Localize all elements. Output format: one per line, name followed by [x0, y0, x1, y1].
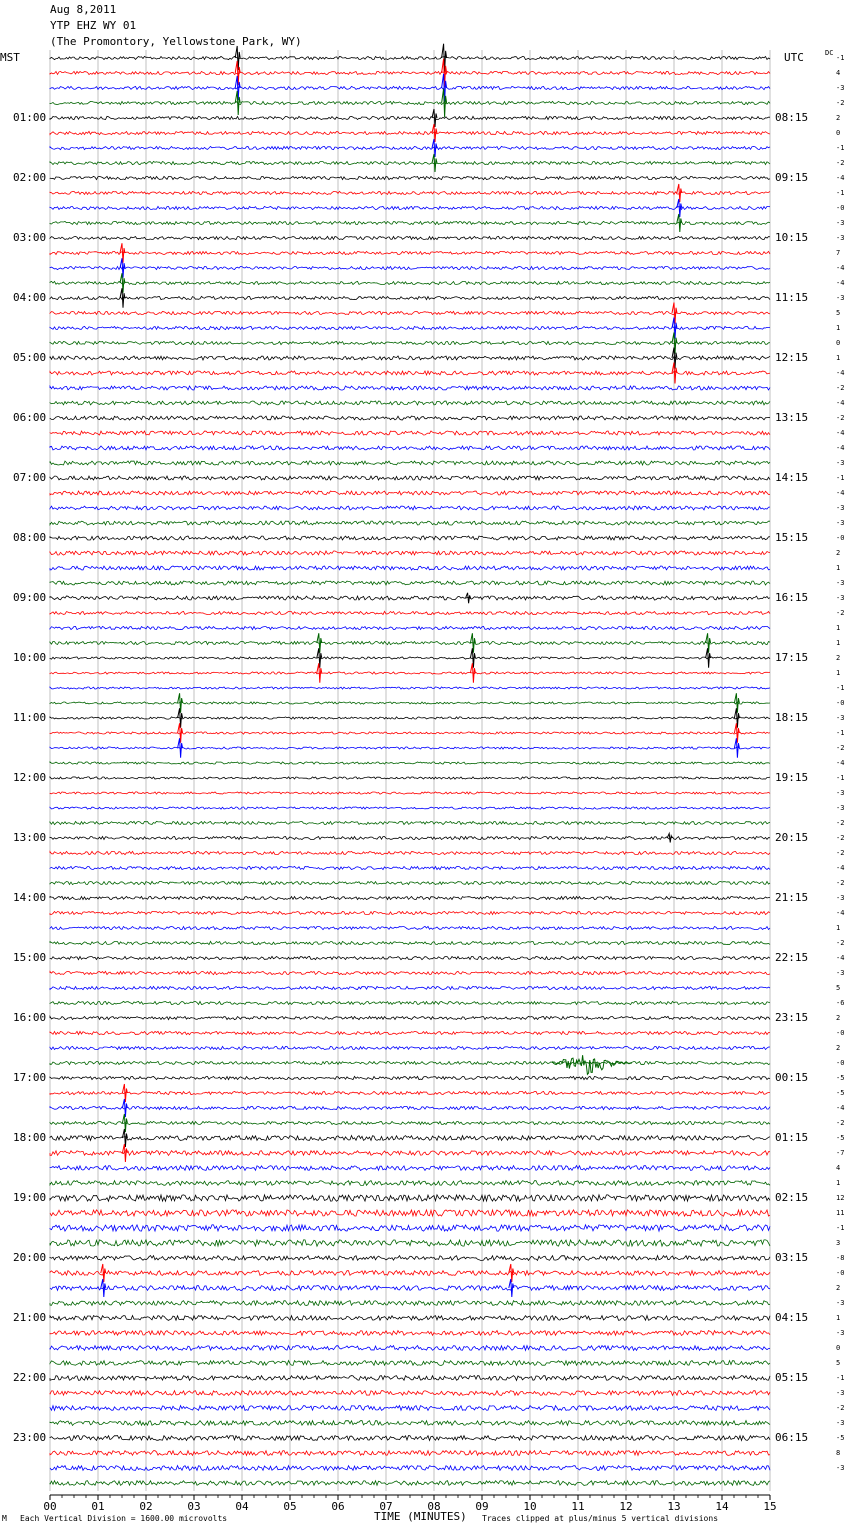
- trace-row-83: [50, 1301, 770, 1306]
- trace-row-48: [50, 777, 770, 779]
- seismic-event-row-3-0: [235, 91, 240, 115]
- trace-row-8: [50, 176, 770, 179]
- dc-offset-value: 5: [836, 1359, 841, 1367]
- right-hour-label: 06:15: [775, 1431, 809, 1444]
- trace-row-52: [50, 836, 770, 839]
- dc-offset-value: -0: [836, 534, 845, 542]
- dc-offset-value: -4: [836, 174, 845, 182]
- dc-offset-value: -3: [836, 294, 845, 302]
- dc-offset-value: 1: [836, 669, 841, 677]
- trace-row-28: [50, 476, 770, 480]
- trace-row-4: [50, 116, 770, 119]
- dc-offset-value: -3: [836, 219, 845, 227]
- dc-offset-value: -4: [836, 489, 845, 497]
- trace-row-51: [50, 821, 770, 824]
- left-hour-label: 06:00: [13, 411, 47, 424]
- trace-row-9: [50, 191, 770, 194]
- left-hour-label: 13:00: [13, 831, 47, 844]
- trace-row-25: [50, 431, 770, 435]
- right-hour-label: 02:15: [775, 1191, 809, 1204]
- trace-row-93: [50, 1451, 770, 1456]
- trace-row-44: [50, 717, 770, 719]
- trace-row-3: [50, 101, 770, 104]
- trace-row-42: [50, 687, 770, 689]
- dc-offset-value: 12: [836, 1194, 845, 1202]
- trace-row-33: [50, 551, 770, 555]
- trace-row-13: [50, 251, 770, 254]
- left-hour-label: 07:00: [13, 471, 47, 484]
- dc-offset-value: -4: [836, 1104, 845, 1112]
- trace-row-18: [50, 326, 770, 329]
- dc-offset-value: -4: [836, 759, 845, 767]
- right-hour-label: 11:15: [775, 291, 809, 304]
- trace-row-21: [50, 371, 770, 375]
- dc-offset-value: -3: [836, 969, 845, 977]
- dc-offset-value: 1: [836, 924, 841, 932]
- dc-offset-value: -5: [836, 1134, 845, 1142]
- trace-row-26: [50, 446, 770, 450]
- dc-offset-value: -1: [836, 1374, 845, 1382]
- trace-row-32: [50, 536, 770, 540]
- vertical-scale-note: Each Vertical Division = 1600.00 microvolts: [20, 1514, 228, 1523]
- dc-offset-value: 7: [836, 249, 841, 257]
- dc-offset-value: 1: [836, 639, 841, 647]
- trace-row-43: [50, 702, 770, 704]
- trace-row-57: [50, 911, 770, 914]
- x-tick-label: 03: [187, 1500, 201, 1513]
- left-hour-label: 04:00: [13, 291, 47, 304]
- x-tick-label: 06: [331, 1500, 345, 1513]
- dc-offset-value: 2: [836, 549, 841, 557]
- left-timezone-label: MST: [0, 51, 20, 64]
- trace-row-54: [50, 866, 770, 869]
- left-hour-label: 02:00: [13, 171, 47, 184]
- dc-offset-value: -1: [836, 144, 845, 152]
- x-tick-label: 11: [571, 1500, 585, 1513]
- dc-offset-value: 8: [836, 1449, 841, 1457]
- x-tick-label: 02: [139, 1500, 153, 1513]
- trace-row-70: [50, 1106, 770, 1109]
- trace-row-80: [50, 1256, 770, 1261]
- trace-row-66: [50, 1046, 770, 1049]
- right-hour-label: 01:15: [775, 1131, 809, 1144]
- dc-offset-value: -2: [836, 834, 845, 842]
- dc-offset-value: -2: [836, 1119, 845, 1127]
- left-hour-label: 09:00: [13, 591, 47, 604]
- x-axis-title: TIME (MINUTES): [374, 1510, 467, 1523]
- x-tick-label: 13: [667, 1500, 681, 1513]
- dc-offset-value: -0: [836, 1029, 845, 1037]
- dc-offset-value: -4: [836, 264, 845, 272]
- dc-offset-value: 2: [836, 1284, 841, 1292]
- trace-row-65: [50, 1031, 770, 1034]
- trace-row-10: [50, 206, 770, 209]
- dc-offset-value: -3: [836, 519, 845, 527]
- dc-offset-value: -3: [836, 1464, 845, 1472]
- trace-row-86: [50, 1346, 770, 1351]
- dc-offset-value: 0: [836, 339, 841, 347]
- left-hour-label: 22:00: [13, 1371, 47, 1384]
- dc-offset-value: -0: [836, 699, 845, 707]
- trace-row-11: [50, 221, 770, 224]
- left-hour-label: 23:00: [13, 1431, 47, 1444]
- right-hour-label: 00:15: [775, 1071, 809, 1084]
- x-tick-label: 00: [43, 1500, 57, 1513]
- trace-row-31: [50, 521, 770, 525]
- trace-row-92: [50, 1436, 770, 1441]
- trace-row-87: [50, 1361, 770, 1366]
- station-location: (The Promontory, Yellowstone Park, WY): [50, 35, 302, 48]
- trace-row-58: [50, 926, 770, 929]
- trace-row-23: [50, 401, 770, 405]
- trace-row-5: [50, 131, 770, 134]
- dc-offset-value: -3: [836, 1419, 845, 1427]
- left-hour-label: 16:00: [13, 1011, 47, 1024]
- dc-offset-value: -7: [836, 1149, 845, 1157]
- trace-row-71: [50, 1121, 770, 1124]
- trace-row-61: [50, 971, 770, 974]
- trace-row-47: [50, 762, 770, 764]
- dc-offset-value: -3: [836, 84, 845, 92]
- trace-row-12: [50, 236, 770, 239]
- dc-offset-value: -3: [836, 579, 845, 587]
- dc-offset-value: -3: [836, 459, 845, 467]
- right-hour-label: 22:15: [775, 951, 809, 964]
- trace-row-82: [50, 1286, 770, 1291]
- dc-offset-value: -3: [836, 714, 845, 722]
- trace-row-91: [50, 1421, 770, 1426]
- station-code: YTP EHZ WY 01: [50, 19, 137, 32]
- dc-offset-value: -3: [836, 894, 845, 902]
- trace-row-38: [50, 626, 770, 629]
- left-hour-label: 05:00: [13, 351, 47, 364]
- dc-offset-value: -3: [836, 1329, 845, 1337]
- right-hour-label: 10:15: [775, 231, 809, 244]
- trace-row-40: [50, 657, 770, 659]
- trace-row-74: [50, 1166, 770, 1171]
- trace-row-1: [50, 71, 770, 74]
- dc-offset-value: 11: [836, 1209, 845, 1217]
- dc-offset-value: -3: [836, 1389, 845, 1397]
- dc-offset-value: -2: [836, 384, 845, 392]
- dc-offset-value: 2: [836, 114, 841, 122]
- dc-offset-value: -8: [836, 1254, 845, 1262]
- trace-row-16: [50, 296, 770, 299]
- trace-row-6: [50, 146, 770, 149]
- dc-offset-value: -4: [836, 909, 845, 917]
- left-hour-label: 18:00: [13, 1131, 47, 1144]
- trace-row-56: [50, 896, 770, 899]
- trace-row-39: [50, 641, 770, 644]
- trace-row-50: [50, 807, 770, 809]
- seismogram-traces: [50, 44, 770, 1486]
- trace-row-67: [50, 1061, 770, 1064]
- dc-offset-value: -0: [836, 1269, 845, 1277]
- right-hour-label: 05:15: [775, 1371, 809, 1384]
- dc-offset-value: 0: [836, 129, 841, 137]
- dc-offset-value: 4: [836, 69, 841, 77]
- x-tick-label: 12: [619, 1500, 633, 1513]
- trace-row-17: [50, 311, 770, 314]
- dc-offset-value: -4: [836, 399, 845, 407]
- trace-row-55: [50, 881, 770, 884]
- x-tick-label: 08: [427, 1500, 441, 1513]
- trace-row-90: [50, 1406, 770, 1411]
- dc-offset-value: -4: [836, 279, 845, 287]
- right-hour-label: 21:15: [775, 891, 809, 904]
- dc-offset-header: DC: [825, 49, 834, 57]
- trace-row-73: [50, 1151, 770, 1156]
- dc-offset-value: -2: [836, 1404, 845, 1412]
- dc-offset-value: -2: [836, 99, 845, 107]
- dc-offset-value: -0: [836, 204, 845, 212]
- dc-offset-value: -1: [836, 1224, 845, 1232]
- trace-row-37: [50, 611, 770, 614]
- x-tick-label: 09: [475, 1500, 489, 1513]
- trace-row-19: [50, 341, 770, 344]
- trace-row-94: [50, 1466, 770, 1471]
- dc-offset-value: -4: [836, 444, 845, 452]
- left-hour-label: 11:00: [13, 711, 47, 724]
- dc-offset-value: -1: [836, 474, 845, 482]
- dc-offset-value: -1: [836, 189, 845, 197]
- trace-row-72: [50, 1136, 770, 1141]
- clipping-note: Traces clipped at plus/minus 5 vertical divisions: [482, 1514, 719, 1523]
- dc-offset-value: -6: [836, 999, 845, 1007]
- dc-offset-value: -5: [836, 1434, 845, 1442]
- trace-row-60: [50, 956, 770, 959]
- dc-offset-value: -5: [836, 1074, 845, 1082]
- trace-row-59: [50, 941, 770, 944]
- trace-row-34: [50, 566, 770, 570]
- trace-row-81: [50, 1271, 770, 1276]
- dc-offset-value: -4: [836, 369, 845, 377]
- right-hour-label: 13:15: [775, 411, 809, 424]
- dc-offset-value: -4: [836, 429, 845, 437]
- trace-row-22: [50, 386, 770, 390]
- trace-row-14: [50, 266, 770, 269]
- dc-offset-value: -2: [836, 159, 845, 167]
- dc-offset-value: -3: [836, 1299, 845, 1307]
- left-hour-label: 01:00: [13, 111, 47, 124]
- right-hour-label: 20:15: [775, 831, 809, 844]
- dc-offset-value: -1: [836, 729, 845, 737]
- dc-offset-value: 1: [836, 354, 841, 362]
- right-hour-label: 16:15: [775, 591, 809, 604]
- trace-row-69: [50, 1091, 770, 1094]
- trace-row-64: [50, 1016, 770, 1019]
- left-hour-label: 17:00: [13, 1071, 47, 1084]
- corner-mark: M: [2, 1514, 7, 1523]
- dc-offset-value: 2: [836, 1014, 841, 1022]
- trace-row-35: [50, 581, 770, 585]
- trace-row-75: [50, 1181, 770, 1186]
- trace-row-41: [50, 672, 770, 674]
- x-tick-label: 07: [379, 1500, 393, 1513]
- dc-offset-value: 2: [836, 1044, 841, 1052]
- trace-row-29: [50, 491, 770, 495]
- left-hour-label: 21:00: [13, 1311, 47, 1324]
- dc-offset-value: 1: [836, 1314, 841, 1322]
- dc-offset-value: -2: [836, 879, 845, 887]
- right-hour-label: 03:15: [775, 1251, 809, 1264]
- left-hour-label: 12:00: [13, 771, 47, 784]
- dc-offset-value: 1: [836, 624, 841, 632]
- dc-offset-value: 5: [836, 309, 841, 317]
- right-hour-label: 12:15: [775, 351, 809, 364]
- dc-offset-value: 1: [836, 324, 841, 332]
- dc-offset-value: -1: [836, 54, 845, 62]
- trace-row-7: [50, 161, 770, 164]
- right-hour-label: 09:15: [775, 171, 809, 184]
- right-hour-label: 08:15: [775, 111, 809, 124]
- dc-offset-value: -2: [836, 819, 845, 827]
- dc-offset-value: 5: [836, 984, 841, 992]
- trace-row-2: [50, 86, 770, 89]
- trace-row-24: [50, 416, 770, 420]
- dc-offset-value: 1: [836, 1179, 841, 1187]
- trace-row-49: [50, 792, 770, 794]
- dc-offset-value: -2: [836, 414, 845, 422]
- trace-row-68: [50, 1076, 770, 1079]
- right-hour-label: 15:15: [775, 531, 809, 544]
- trace-row-77: [50, 1210, 770, 1216]
- trace-row-84: [50, 1316, 770, 1321]
- right-hour-label: 04:15: [775, 1311, 809, 1324]
- trace-row-46: [50, 747, 770, 749]
- x-tick-label: 01: [91, 1500, 105, 1513]
- x-tick-label: 15: [763, 1500, 777, 1513]
- right-hour-label: 18:15: [775, 711, 809, 724]
- dc-offset-value: -3: [836, 594, 845, 602]
- dc-offset-value: -2: [836, 939, 845, 947]
- left-hour-label: 14:00: [13, 891, 47, 904]
- dc-offset-value: 1: [836, 564, 841, 572]
- right-timezone-label: UTC: [784, 51, 804, 64]
- trace-row-53: [50, 851, 770, 854]
- dc-offset-value: -3: [836, 804, 845, 812]
- trace-row-88: [50, 1376, 770, 1381]
- left-hour-label: 19:00: [13, 1191, 47, 1204]
- seismic-event-row-82-1: [509, 1279, 514, 1297]
- trace-row-62: [50, 986, 770, 989]
- left-hour-label: 20:00: [13, 1251, 47, 1264]
- trace-row-79: [50, 1240, 770, 1246]
- dc-offset-value: -1: [836, 684, 845, 692]
- right-hour-label: 17:15: [775, 651, 809, 664]
- trace-row-89: [50, 1391, 770, 1396]
- right-hour-label: 14:15: [775, 471, 809, 484]
- trace-row-0: [50, 56, 770, 59]
- left-hour-label: 03:00: [13, 231, 47, 244]
- dc-offset-value: -5: [836, 1089, 845, 1097]
- trace-row-45: [50, 732, 770, 734]
- dc-offset-value: 4: [836, 1164, 841, 1172]
- trace-row-78: [50, 1225, 770, 1231]
- right-hour-label: 23:15: [775, 1011, 809, 1024]
- trace-row-76: [50, 1195, 770, 1201]
- left-hour-label: 08:00: [13, 531, 47, 544]
- trace-row-36: [50, 596, 770, 600]
- seismic-event-row-67-0: [553, 1055, 632, 1074]
- right-hour-label: 19:15: [775, 771, 809, 784]
- trace-row-15: [50, 281, 770, 284]
- dc-offset-value: -2: [836, 744, 845, 752]
- trace-row-95: [50, 1481, 770, 1486]
- trace-row-27: [50, 461, 770, 465]
- trace-row-30: [50, 506, 770, 510]
- trace-row-63: [50, 1001, 770, 1004]
- dc-offset-value: -4: [836, 864, 845, 872]
- trace-row-85: [50, 1331, 770, 1336]
- dc-offset-value: 3: [836, 1239, 841, 1247]
- dc-offset-value: 2: [836, 654, 841, 662]
- dc-offset-value: -3: [836, 789, 845, 797]
- dc-offset-value: -2: [836, 849, 845, 857]
- left-hour-label: 15:00: [13, 951, 47, 964]
- x-tick-label: 14: [715, 1500, 729, 1513]
- dc-offset-value: 0: [836, 1344, 841, 1352]
- dc-offset-value: -2: [836, 609, 845, 617]
- x-tick-label: 04: [235, 1500, 249, 1513]
- plot-date: Aug 8,2011: [50, 3, 117, 16]
- trace-row-20: [50, 356, 770, 360]
- left-hour-label: 10:00: [13, 651, 47, 664]
- dc-offset-value: -1: [836, 774, 845, 782]
- dc-offset-value: -0: [836, 1059, 845, 1067]
- dc-offset-value: -4: [836, 954, 845, 962]
- dc-offset-value: -3: [836, 234, 845, 242]
- dc-offset-value: -3: [836, 504, 845, 512]
- x-tick-label: 10: [523, 1500, 537, 1513]
- x-tick-label: 05: [283, 1500, 297, 1513]
